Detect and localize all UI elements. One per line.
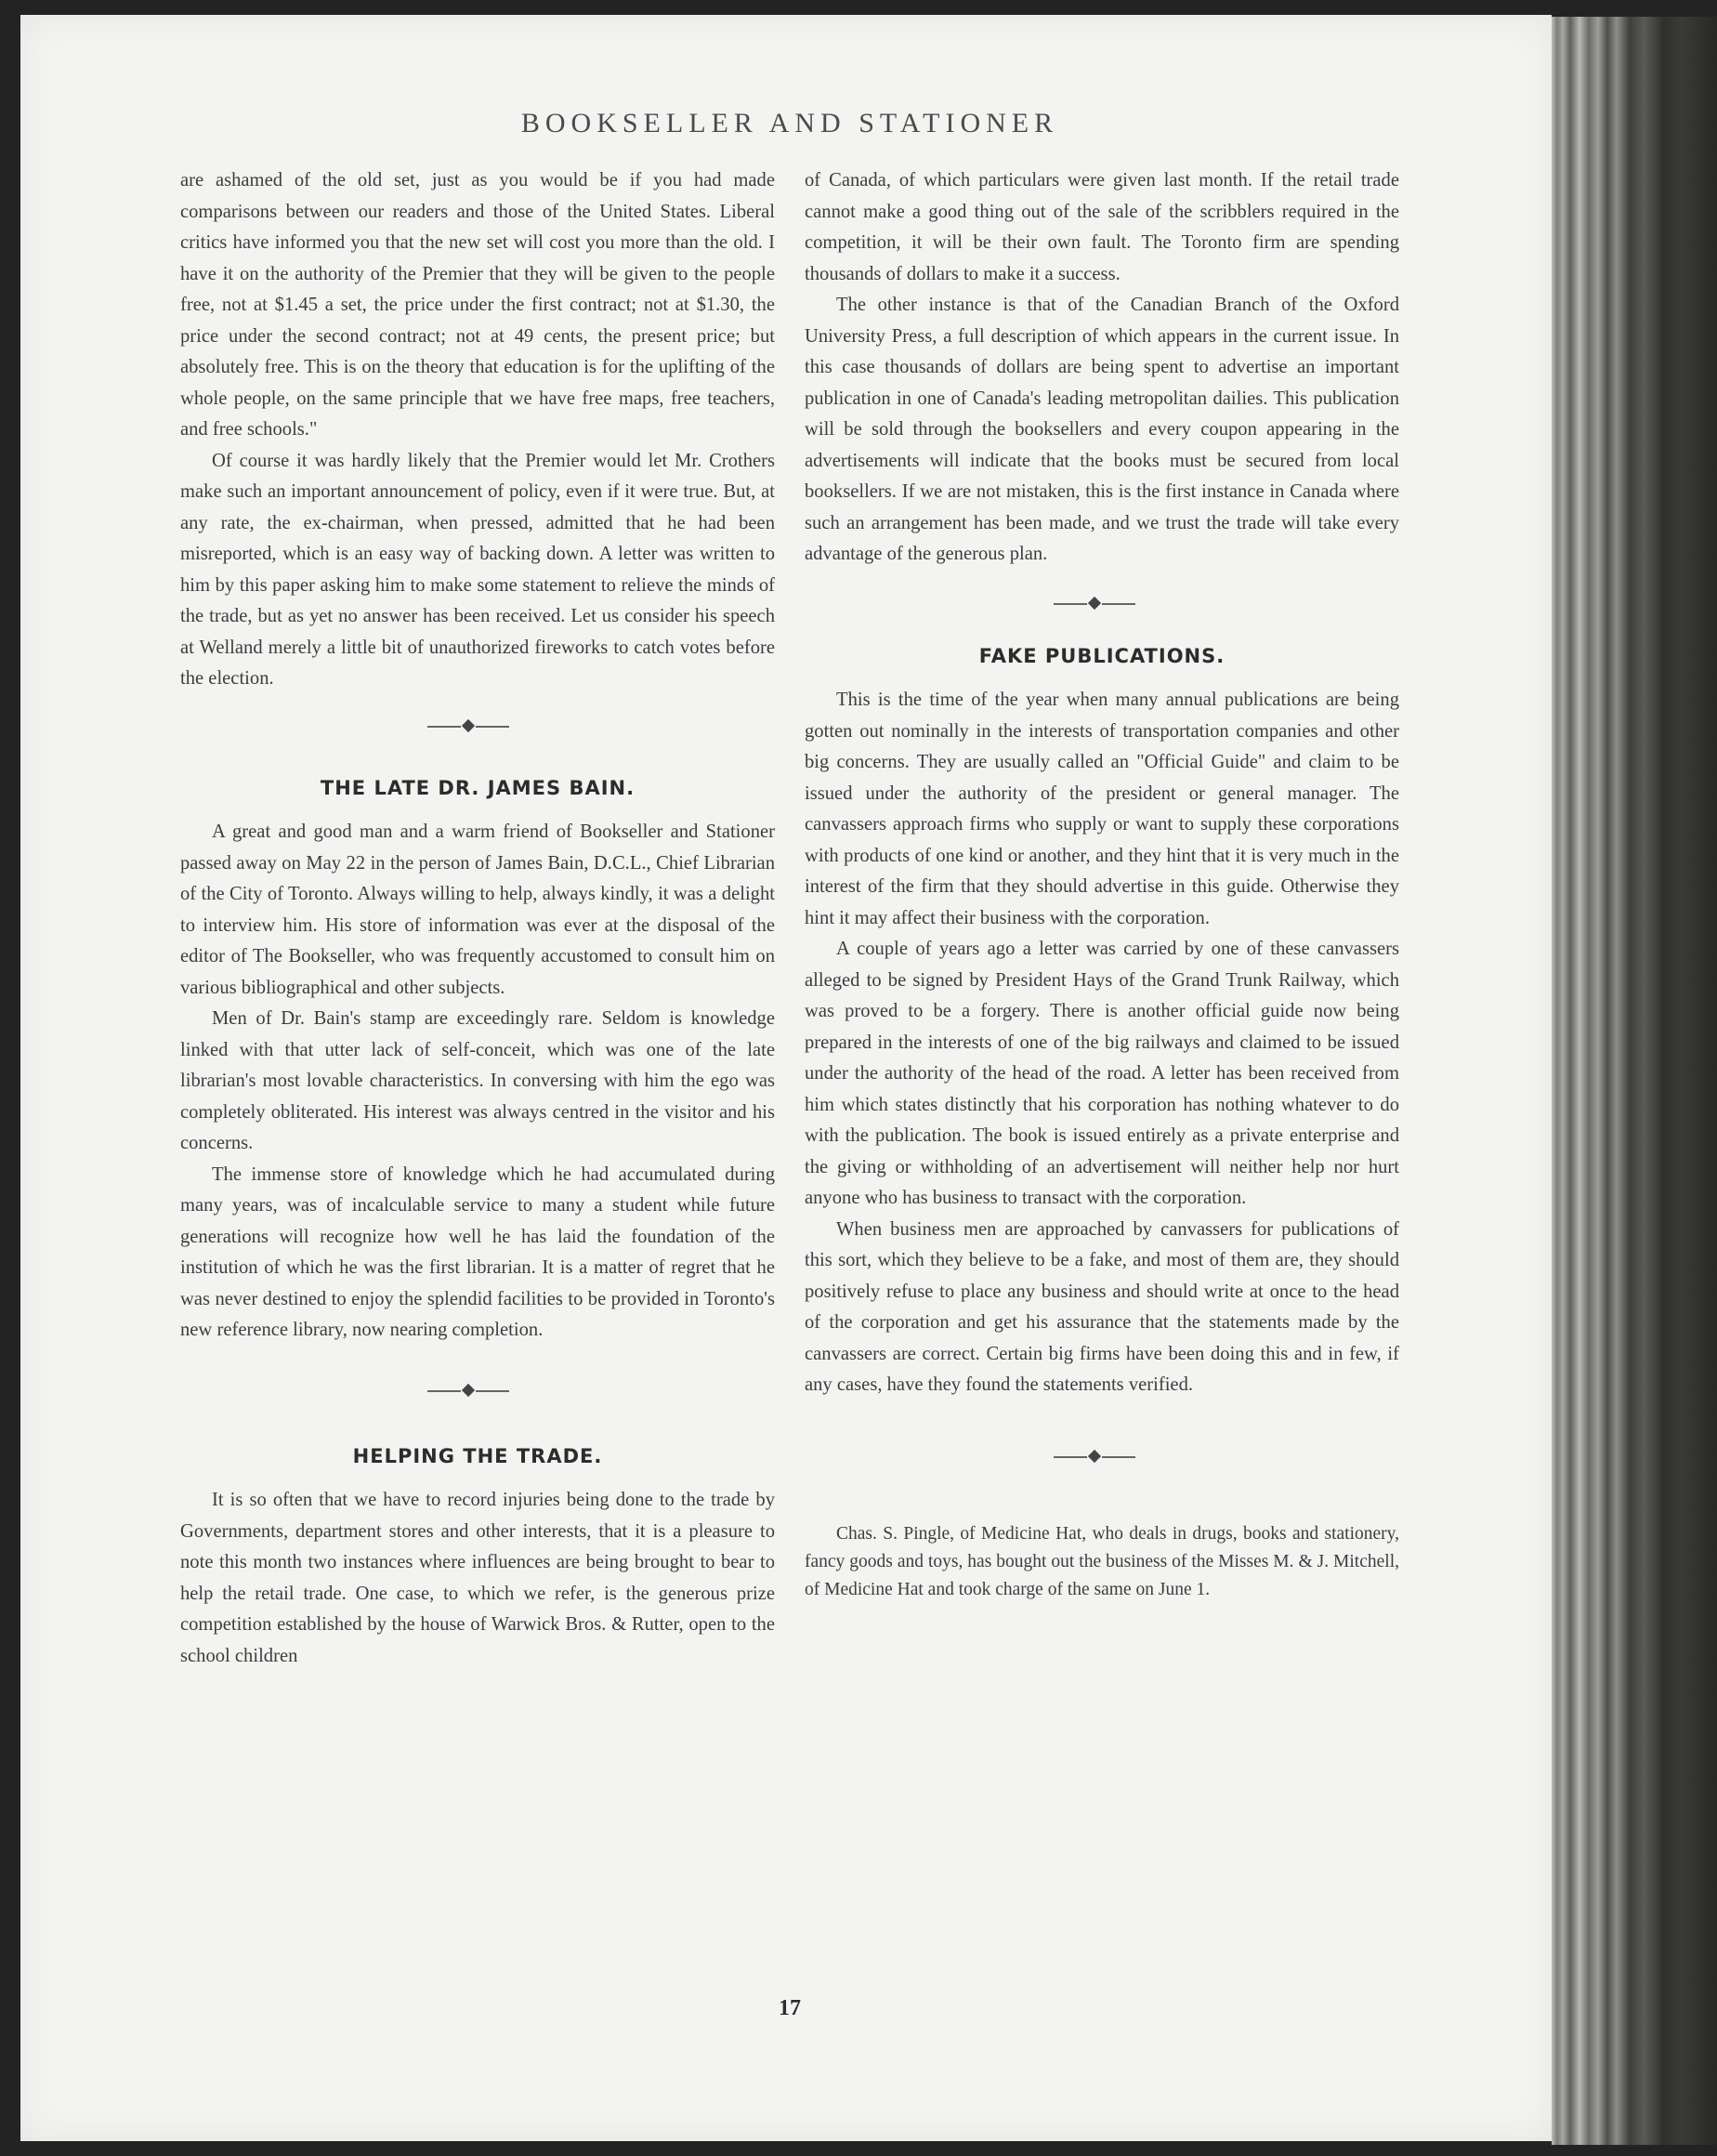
paragraph: A couple of years ago a letter was carried by one of these canvassers alleged to be signed by President Hays of the Grand Trunk Railway, which was proved to be a forgery. There is another official guide now being prepared in the interests of one of the big railways and claimed to be issued under the authority of the head of the road. A letter has been received from him which states distinctly that his corporation has nothing whatever to do with the publication. The book is issued entirely as a private enterprise and the giving or withholding of an advertisement will neither help nor hurt anyone who has business to transact with the corporation. — [805, 939, 1399, 1208]
paragraph: Men of Dr. Bain's stamp are exceedingly rare. Seldom is knowledge linked with that utter lack of self-conceit, which was one of the late librarian's most lovable characteristics. In conversing with him the ego was completely obliterated. His interest was always centred in the visitor and his concerns. — [180, 1008, 775, 1153]
section-divider — [180, 1380, 775, 1402]
paragraph: of Canada, of which particulars were given last month. If the retail trade cannot make a good thing out of the sale of the scribblers required in the competition, it will be their own fault. The Toronto firm are spending thousands of dollars to make it a success. — [805, 170, 1399, 284]
page-number: 17 — [779, 1996, 801, 2020]
running-head: BOOKSELLER AND STATIONER — [520, 108, 1059, 138]
paragraph: When business men are approached by canvassers for publications of this sort, which they believe to be a fake, and most of them are, they should positively refuse to place any business and should write at once to the head of the corporation and get his assurance that the statements made by the canvassers are correct. Certain big firms have been doing this and in few, if any cases, have they found the statements verified. — [805, 1218, 1399, 1395]
right-column — [805, 165, 1399, 1604]
section-divider — [805, 1446, 1399, 1468]
section-heading-bain: THE LATE DR. JAMES BAIN. — [320, 776, 636, 799]
paragraph: Of course it was hardly likely that the Premier would let Mr. Crothers make such an important announcement of policy, even if it were true. But, at any rate, the ex-chairman, when pressed, admitted that he had been misreported, which is an easy way of backing down. A letter was written to him by this paper asking him to make some statement to relieve the minds of the trade, but as yet no answer has been received. Let us consider his speech at Welland merely a little bit of unauthorized fireworks to catch votes before the election. — [180, 450, 775, 689]
paragraph: It is so often that we have to record injuries being done to the trade by Governments, department stores and other interests, that it is a pleasure to note this month two instances where influences are being brought to bear to help the retail trade. One case, to which we refer, is the generous prize competition established by the house of Warwick Bros. & Rutter, open to the school children — [180, 1490, 775, 1666]
section-heading-fake: FAKE PUBLICATIONS. — [978, 644, 1225, 667]
section-heading-helping: HELPING THE TRADE. — [352, 1444, 603, 1467]
paragraph: A great and good man and a warm friend of Bookseller and Stationer passed away on May 22 in the person of James Bain, D.C.L., Chief Librarian of the City of Toronto. Always willing to help, always kindly, it was a delight to interview him. His store of information was ever at the disposal of the editor of The Bookseller, who was frequently accustomed to consult him on various bibliographical and other subjects. — [180, 822, 775, 998]
paragraph: are ashamed of the old set, just as you would be if you had made comparisons between our readers and those of the United States. Liberal critics have informed you that the new set will cost you more than the old. I have it on the authority of the Premier that they will be given to the people free, not at $1.45 a set, the price under the first contract; not at $1.30, the price under the second contract; not at 49 cents, the present price; but absolutely free. This is on the theory that education is for the uplifting of the whole people, on the same principle that we have free maps, free teachers, and free schools." — [180, 170, 775, 440]
section-divider — [805, 593, 1399, 615]
paragraph: The immense store of knowledge which he had accumulated during many years, was of incalculable service to many a student while future generations will recognize how well he has laid the foundation of the institution of which he was the first librarian. It is a matter of regret that he was never destined to enjoy the splendid facilities to be provided in Toronto's new reference library, now nearing completion. — [180, 1163, 775, 1340]
left-column — [180, 165, 775, 1672]
news-note: Chas. S. Pingle, of Medicine Hat, who deals in drugs, books and stationery, fancy goods and toys, has bought out the business of the Misses M. & J. Mitchell, of Medicine Hat and took charge of the same on June 1. — [805, 1523, 1399, 1599]
section-divider — [180, 716, 775, 738]
book-page-edges — [1552, 17, 1717, 2145]
paragraph: This is the time of the year when many annual publications are being gotten out nominally in the interests of transportation companies and other big concerns. They are usually called an "Official Guide" and claim to be issued under the authority of the president or general manager. The canvassers approach firms who supply or want to supply these corporations with products of one kind or another, and they hint that it is very much in the interest of the firm that they should advertise in this guide. Otherwise they hint it may affect their business with the corporation. — [805, 690, 1399, 928]
paragraph: The other instance is that of the Canadian Branch of the Oxford University Press, a full description of which appears in the current issue. In this case thousands of dollars are being spent to advertise an important publication in one of Canada's leading metropolitan dailies. This publication will be sold through the booksellers and every coupon appearing in the advertisements will indicate that the books must be secured from local booksellers. If we are not mistaken, this is the first instance in Canada where such an arrangement has been made, and we trust the trade will take every advantage of the generous plan. — [805, 295, 1399, 564]
